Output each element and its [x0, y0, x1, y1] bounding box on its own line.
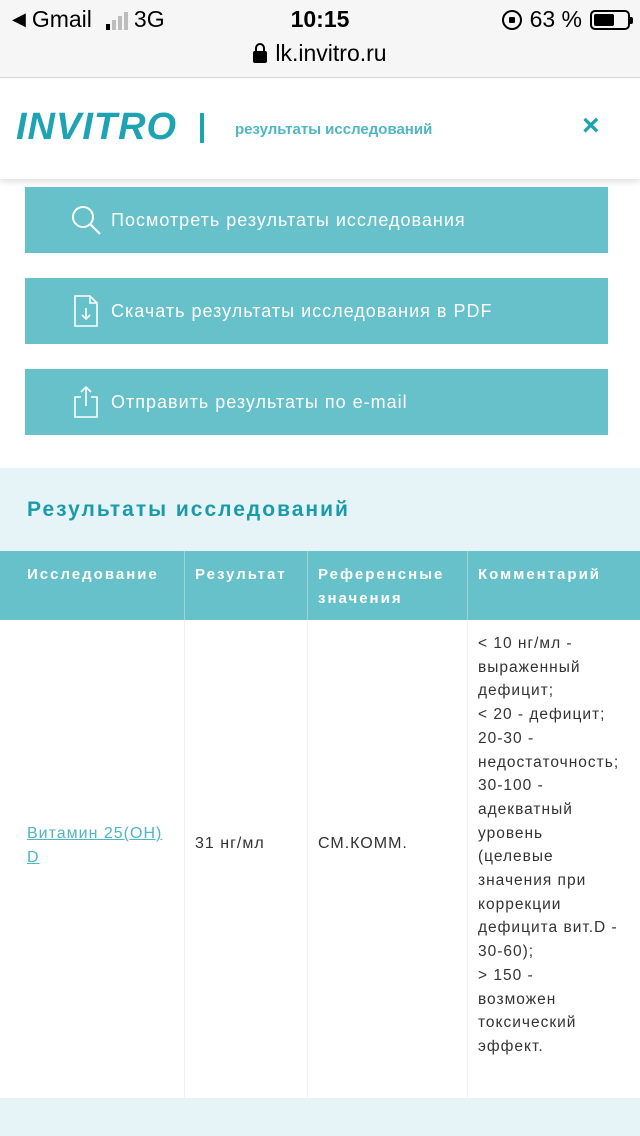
padlock-icon: [253, 51, 267, 63]
network-type: 3G: [133, 6, 165, 32]
back-app-label[interactable]: Gmail: [31, 6, 92, 32]
download-file-icon: [69, 294, 103, 328]
url-text[interactable]: lk.invitro.ru: [275, 40, 387, 66]
send-email-label: Отправить результаты по e-mail: [111, 391, 408, 412]
battery-percent: 63 %: [529, 6, 582, 32]
comment-text: < 10 нг/мл - выраженный дефицит; < 20 - дефицит; 20-30 - недостаточность; 30-100 - адекватный уровень (целевые значения при коррекции дефицита вит.D - 30-60); > 150 - возможен токсический эффект.: [478, 635, 620, 1055]
battery-icon: [590, 10, 630, 30]
share-icon: [69, 385, 103, 419]
download-pdf-label: Скачать результаты исследования в PDF: [111, 300, 493, 321]
table-row: [0, 620, 640, 1098]
cell-result: [185, 620, 308, 1098]
search-icon: [69, 203, 103, 237]
cell-comment: [468, 620, 640, 1098]
column-comment: Комментарий: [478, 566, 602, 583]
view-results-label: Посмотреть результаты исследования: [111, 209, 466, 230]
test-link[interactable]: Витамин 25(ОН) D: [27, 825, 163, 866]
site-header: [0, 79, 640, 179]
address-bar[interactable]: [0, 40, 640, 67]
cell-test: [0, 620, 185, 1098]
close-button[interactable]: ×: [582, 109, 600, 142]
logo-divider: [200, 113, 204, 143]
reference-value: СМ.КОММ.: [318, 835, 408, 852]
column-reference: Референсные значения: [308, 551, 468, 620]
view-results-button[interactable]: [25, 187, 608, 253]
cell-reference: [308, 620, 468, 1098]
back-arrow-icon[interactable]: ◀: [12, 9, 26, 29]
clock: 10:15: [290, 6, 350, 32]
invitro-logo[interactable]: INVITRO: [16, 106, 178, 148]
status-bar: [0, 0, 640, 78]
column-test: Исследование: [0, 551, 185, 620]
results-title: Результаты исследований: [27, 498, 350, 521]
column-result: Результат: [185, 551, 308, 620]
download-pdf-button[interactable]: [25, 278, 608, 344]
rotation-lock-icon: [502, 10, 522, 30]
table-header: [0, 551, 640, 620]
header-subtitle: результаты исследований: [235, 121, 433, 138]
send-email-button[interactable]: [25, 369, 608, 435]
result-value: 31 нг/мл: [195, 835, 265, 852]
